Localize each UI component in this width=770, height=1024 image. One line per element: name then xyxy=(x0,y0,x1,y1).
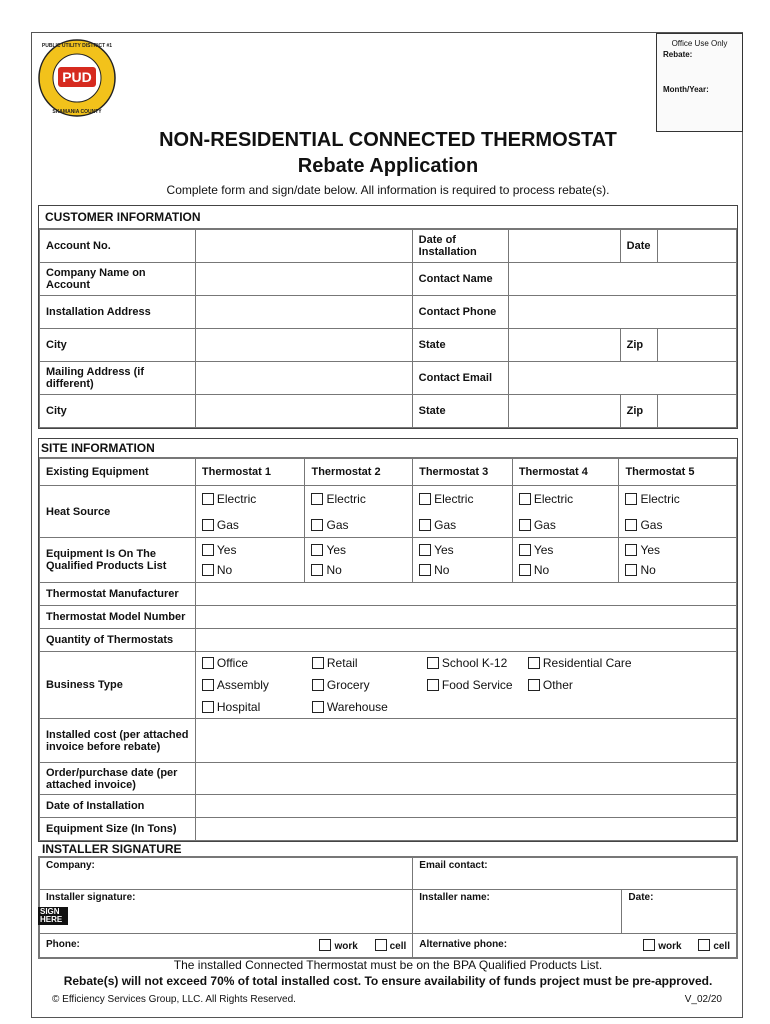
gas-option[interactable]: Gas xyxy=(202,515,299,535)
no-option[interactable]: No xyxy=(519,560,613,580)
no-option[interactable]: No xyxy=(311,560,406,580)
contact-name-label: Contact Name xyxy=(412,263,509,296)
contact-email-field[interactable] xyxy=(509,362,737,395)
gas-option[interactable]: Gas xyxy=(625,515,730,535)
heat-source-t3 xyxy=(413,486,513,538)
qpl-t4 xyxy=(512,538,619,583)
yes-option[interactable]: Yes xyxy=(519,540,613,560)
model-field[interactable] xyxy=(195,606,736,629)
biz-other[interactable]: Other xyxy=(528,674,632,696)
installer-table xyxy=(39,857,737,958)
order-date-label: Order/purchase date (per attached invoice) xyxy=(40,763,196,795)
installer-section xyxy=(38,856,738,959)
qpl-label: Equipment Is On The Qualified Products List xyxy=(40,538,196,583)
site-table xyxy=(39,458,737,841)
mail-city-field[interactable] xyxy=(196,395,412,428)
copyright: © Efficiency Services Group, LLC. All Rights Reserved. xyxy=(52,994,296,1005)
office-use-box xyxy=(656,33,743,132)
biz-office[interactable]: Office xyxy=(202,652,306,674)
customer-table xyxy=(39,229,737,428)
qpl-t1 xyxy=(195,538,305,583)
date-install-field[interactable] xyxy=(509,230,620,263)
contact-name-field[interactable] xyxy=(509,263,737,296)
logo-text: PUD xyxy=(62,69,92,85)
installer-heading: INSTALLER SIGNATURE xyxy=(42,842,182,856)
equip-size-field[interactable] xyxy=(195,818,736,841)
electric-option[interactable]: Electric xyxy=(202,489,299,509)
page-subtitle: Rebate Application xyxy=(297,155,479,177)
page-title: NON-RESIDENTIAL CONNECTED THERMOSTAT Rebate Application xyxy=(32,127,744,179)
installer-signature-field[interactable]: Installer signature: xyxy=(40,890,413,934)
qpl-t5 xyxy=(619,538,737,583)
heat-source-t4 xyxy=(512,486,619,538)
footer-note-qpl: The installed Connected Thermostat must be on the BPA Qualified Products List. xyxy=(173,958,603,972)
version: V_02/20 xyxy=(684,994,722,1005)
biz-hospital[interactable]: Hospital xyxy=(202,696,306,718)
biz-grocery[interactable]: Grocery xyxy=(312,674,421,696)
zip-label: Zip xyxy=(620,329,657,362)
contact-phone-label: Contact Phone xyxy=(412,296,509,329)
installer-email-field[interactable]: Email contact: xyxy=(413,858,737,890)
state-label: State xyxy=(412,329,509,362)
office-use-title: Office Use Only xyxy=(671,39,728,48)
electric-option[interactable]: Electric xyxy=(419,489,506,509)
biz-warehouse[interactable]: Warehouse xyxy=(312,696,421,718)
mail-city-label: City xyxy=(40,395,196,428)
contact-email-label: Contact Email xyxy=(412,362,509,395)
no-option[interactable]: No xyxy=(625,560,730,580)
form-page xyxy=(31,32,743,1018)
contact-phone-field[interactable] xyxy=(509,296,737,329)
existing-label: Existing Equipment xyxy=(40,459,196,486)
date-install-label: Date of Installation xyxy=(412,230,509,263)
customer-heading: CUSTOMER INFORMATION xyxy=(39,206,737,229)
gas-option[interactable]: Gas xyxy=(519,515,613,535)
office-rebate-label: Rebate: xyxy=(663,50,693,59)
electric-option[interactable]: Electric xyxy=(625,489,730,509)
installer-alt-phone-field[interactable]: Alternative phone: work cell xyxy=(413,934,737,958)
mail-zip-field[interactable] xyxy=(657,395,737,428)
alt-work-option[interactable]: work xyxy=(643,941,681,952)
account-field[interactable] xyxy=(196,230,412,263)
install-date-label: Date of Installation xyxy=(40,795,196,818)
alt-cell-option[interactable]: cell xyxy=(698,941,730,952)
mail-state-label: State xyxy=(412,395,509,428)
thermostat-4-header: Thermostat 4 xyxy=(512,459,619,486)
yes-option[interactable]: Yes xyxy=(311,540,406,560)
heat-source-label: Heat Source xyxy=(40,486,196,538)
installed-cost-field[interactable] xyxy=(195,719,736,763)
gas-option[interactable]: Gas xyxy=(311,515,406,535)
site-section xyxy=(38,438,738,842)
biz-food[interactable]: Food Service xyxy=(427,674,524,696)
sign-here-icon: SIGN HERE xyxy=(38,907,68,925)
gas-option[interactable]: Gas xyxy=(419,515,506,535)
no-option[interactable]: No xyxy=(419,560,506,580)
phone-cell-option[interactable]: cell xyxy=(375,941,407,952)
office-month-label: Month/Year: xyxy=(663,85,709,94)
mailing-label: Mailing Address (if different) xyxy=(40,362,196,395)
heat-source-t2 xyxy=(305,486,413,538)
date-field[interactable] xyxy=(657,230,737,263)
biz-school[interactable]: School K-12 xyxy=(427,652,524,674)
equip-size-label: Equipment Size (In Tons) xyxy=(40,818,196,841)
manufacturer-field[interactable] xyxy=(195,583,736,606)
account-label: Account No. xyxy=(40,230,196,263)
svg-text:SKAMANIA COUNTY: SKAMANIA COUNTY xyxy=(52,109,102,115)
yes-option[interactable]: Yes xyxy=(625,540,730,560)
biz-retail[interactable]: Retail xyxy=(312,652,421,674)
model-label: Thermostat Model Number xyxy=(40,606,196,629)
thermostat-1-header: Thermostat 1 xyxy=(195,459,305,486)
site-heading: SITE INFORMATION xyxy=(39,439,737,458)
quantity-field[interactable] xyxy=(195,629,736,652)
heat-source-t1 xyxy=(195,486,305,538)
business-type-options xyxy=(195,652,736,719)
svg-text:PUBLIC UTILITY DISTRICT #1: PUBLIC UTILITY DISTRICT #1 xyxy=(41,43,113,49)
electric-option[interactable]: Electric xyxy=(519,489,613,509)
install-address-field[interactable] xyxy=(196,296,412,329)
thermostat-2-header: Thermostat 2 xyxy=(305,459,413,486)
footer-note-rebate: Rebate(s) will not exceed 70% of total installed cost. To ensure availability of funds project must be pre-approved. xyxy=(63,974,713,988)
zip-field[interactable] xyxy=(657,329,737,362)
state-field[interactable] xyxy=(509,329,620,362)
biz-residential[interactable]: Residential Care xyxy=(528,652,632,674)
installer-company-field[interactable]: Company: xyxy=(40,858,413,890)
installer-date-field[interactable]: Date: xyxy=(622,890,737,934)
mail-state-field[interactable] xyxy=(509,395,620,428)
heat-source-t5 xyxy=(619,486,737,538)
qpl-t3 xyxy=(413,538,513,583)
order-date-field[interactable] xyxy=(195,763,736,795)
city-field[interactable] xyxy=(196,329,412,362)
installer-name-field[interactable]: Installer name: xyxy=(413,890,622,934)
thermostat-5-header: Thermostat 5 xyxy=(619,459,737,486)
customer-section xyxy=(38,205,738,429)
business-type-label: Business Type xyxy=(40,652,196,719)
installed-cost-label: Installed cost (per attached invoice before rebate) xyxy=(40,719,196,763)
installer-phone-field[interactable]: Phone: work cell xyxy=(40,934,413,958)
install-date-field[interactable] xyxy=(195,795,736,818)
instructions: Complete form and sign/date below. All information is required to process rebate(s). xyxy=(166,183,610,197)
manufacturer-label: Thermostat Manufacturer xyxy=(40,583,196,606)
biz-assembly[interactable]: Assembly xyxy=(202,674,306,696)
date-label: Date xyxy=(620,230,657,263)
thermostat-3-header: Thermostat 3 xyxy=(413,459,513,486)
quantity-label: Quantity of Thermostats xyxy=(40,629,196,652)
yes-option[interactable]: Yes xyxy=(202,540,299,560)
company-field[interactable] xyxy=(196,263,412,296)
electric-option[interactable]: Electric xyxy=(311,489,406,509)
company-label: Company Name on Account xyxy=(40,263,196,296)
install-address-label: Installation Address xyxy=(40,296,196,329)
yes-option[interactable]: Yes xyxy=(419,540,506,560)
qpl-t2 xyxy=(305,538,413,583)
city-label: City xyxy=(40,329,196,362)
no-option[interactable]: No xyxy=(202,560,299,580)
pud-logo xyxy=(32,33,122,123)
mail-zip-label: Zip xyxy=(620,395,657,428)
mailing-field[interactable] xyxy=(196,362,412,395)
phone-work-option[interactable]: work xyxy=(319,941,357,952)
